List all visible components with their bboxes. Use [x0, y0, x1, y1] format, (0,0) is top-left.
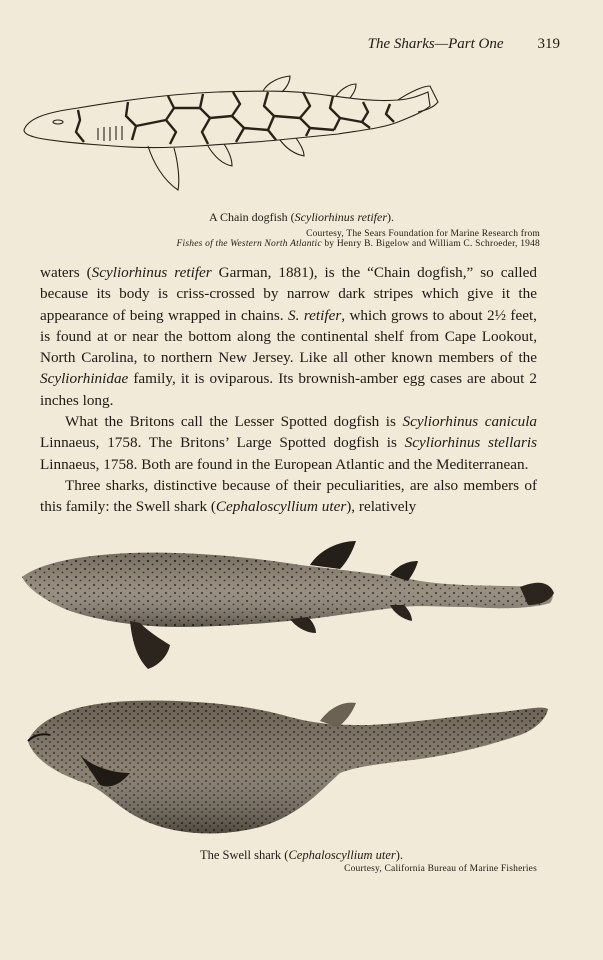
text-run: family, it is oviparous. Its brownish-amber egg cases are about 2 inches long.	[40, 370, 537, 409]
text-run: Linnaeus, 1758. The Britons’ Large Spotted dogfish is	[40, 434, 405, 452]
text-run: Linnaeus, 1758. Both are found in the European Atlantic and the Mediterranean.	[40, 455, 529, 473]
italic-run: Scyliorhinus retifer	[91, 264, 212, 281]
text-run: waters (	[40, 264, 92, 281]
swell-shark-photos	[20, 535, 560, 845]
italic-run: Cephaloscyllium uter	[215, 498, 347, 516]
figure2-caption	[0, 848, 603, 863]
swell-shark-inflated	[28, 701, 548, 834]
caption-text: ).	[395, 848, 404, 862]
italic-run: Scyliorhinus stellaris	[404, 434, 537, 452]
credit-book-title: Fishes of the Western North Atlantic	[176, 239, 322, 249]
paragraph	[40, 411, 537, 475]
text-run: What the Britons call the Lesser Spotted dogfish is	[65, 413, 403, 431]
figure2-credit: Courtesy, California Bureau of Marine Fisheries	[344, 864, 537, 874]
italic-run: Scyliorhinus canicula	[402, 413, 538, 431]
figure1-credit-line2	[177, 239, 540, 250]
text-run: Three sharks, distinctive because of their peculiarities, are also members of this family: the Swell shark (	[40, 476, 537, 516]
italic-run: S. retifer	[288, 306, 342, 324]
credit-text: by Henry B. Bigelow and William C. Schroeder, 1948	[321, 239, 540, 249]
running-head	[0, 36, 560, 53]
figure1-credit-line1: Courtesy, The Sears Foundation for Marine Research from	[306, 229, 540, 239]
caption-text: A Chain dogfish (	[209, 210, 295, 224]
paragraph	[40, 262, 537, 411]
caption-text: The Swell shark (	[199, 848, 289, 862]
swell-shark-lateral	[22, 541, 554, 669]
caption-species: Cephaloscyllium uter	[288, 848, 396, 862]
caption-species: Scyliorhinus retifer	[294, 210, 387, 224]
body-text	[40, 262, 537, 518]
text-run: Garman, 1881), is the “Chain dogfish,” so called because its body is criss-crossed by narrow dark stripes which give it the appearance of being wrapped in chains.	[40, 264, 537, 324]
page-number: 319	[537, 36, 560, 52]
figure1-caption	[0, 210, 603, 225]
caption-text: ).	[387, 210, 394, 224]
text-run: , which grows to about 2½ feet, is found at or near the bottom along the continental shelf from Cape Lookout, North Carolina, to northern New Jersey. Like all other known members of the	[40, 306, 537, 367]
running-head-title: The Sharks—Part One	[367, 36, 504, 52]
paragraph	[40, 475, 537, 518]
italic-run: Scyliorhinidae	[40, 370, 129, 388]
chain-dogfish-drawing	[18, 72, 448, 210]
text-run: ), relatively	[346, 498, 417, 516]
